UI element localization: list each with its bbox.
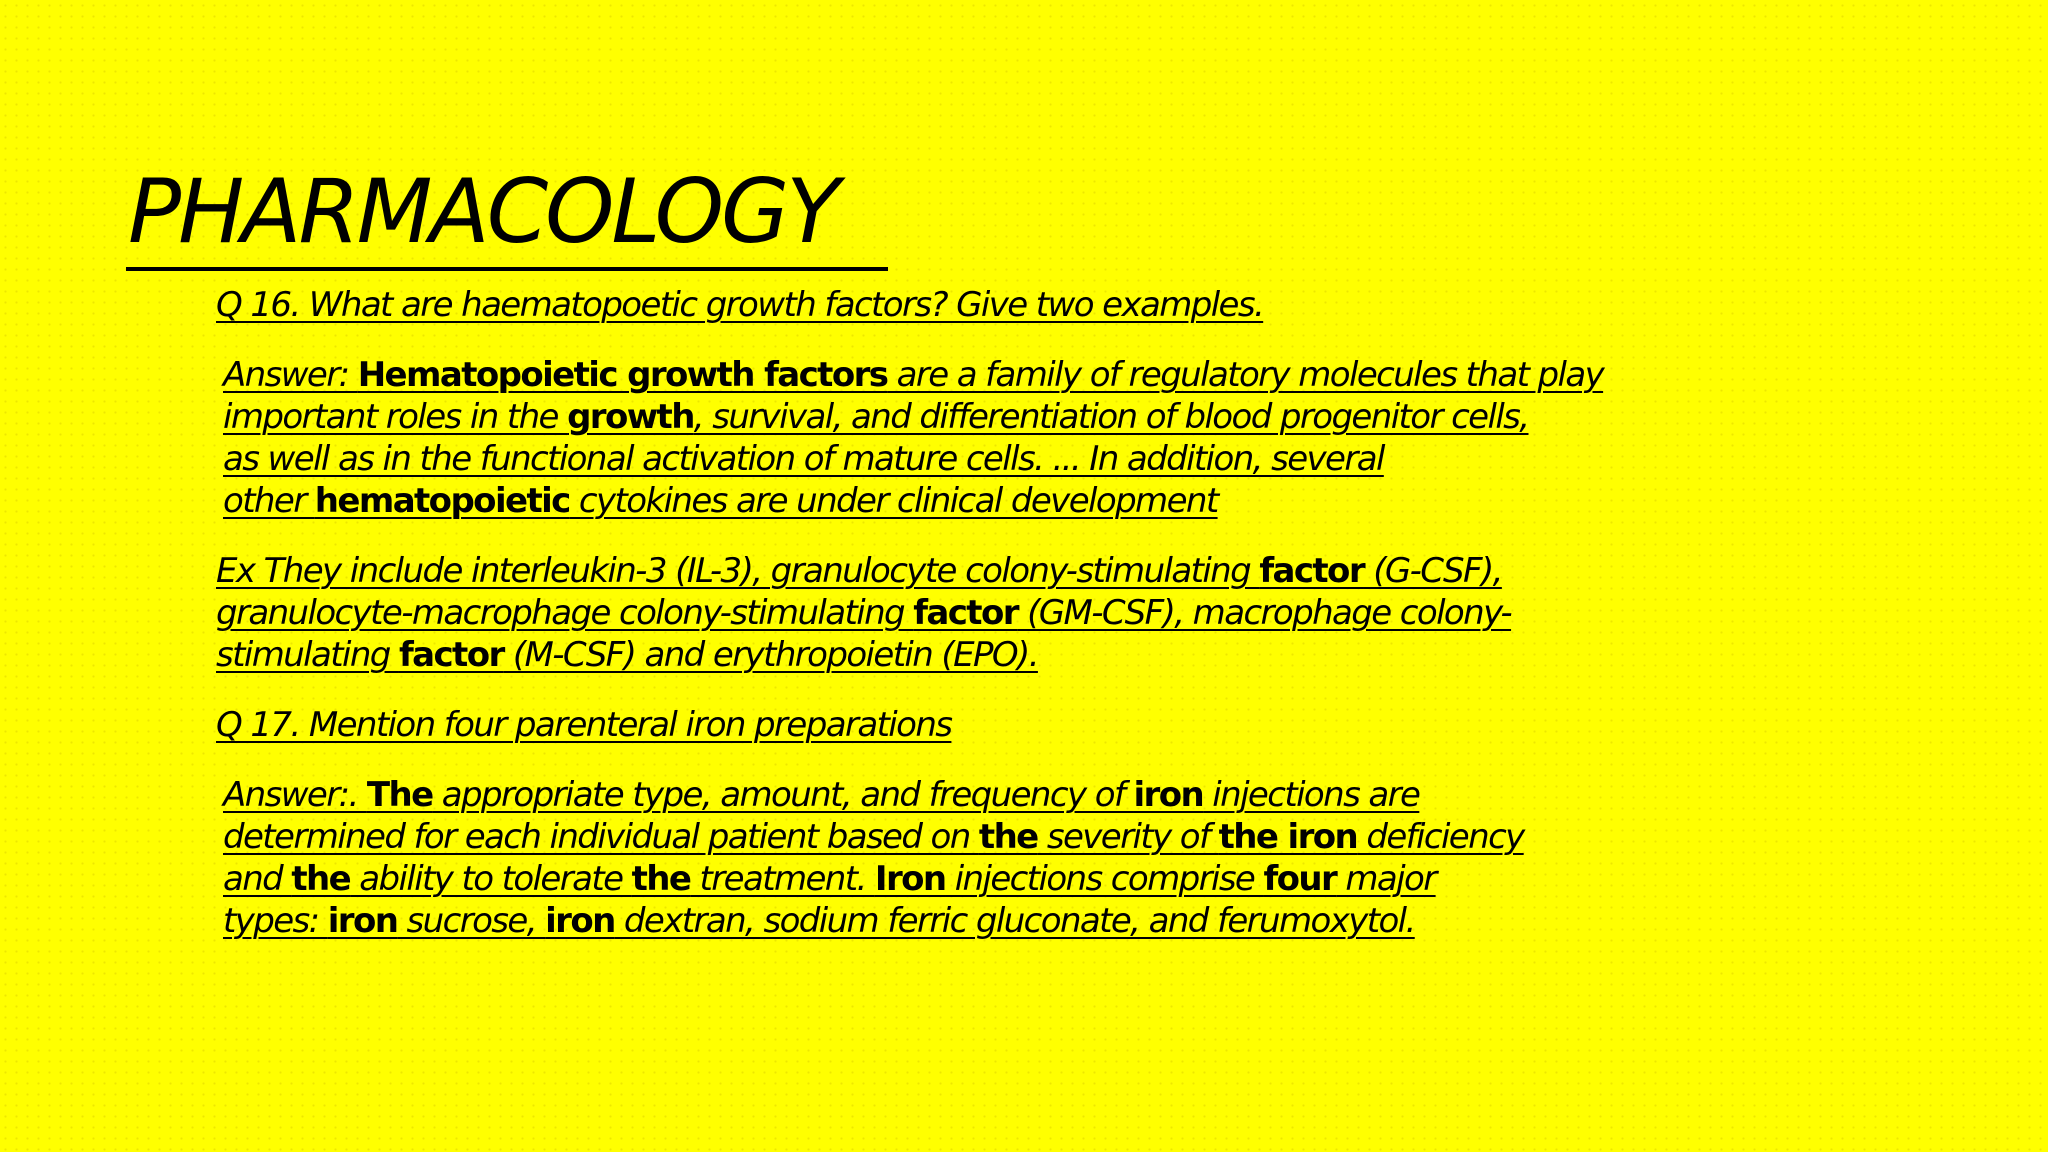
text-run: Answer:. [223, 775, 367, 815]
q16-answer-line [223, 438, 1603, 480]
text-run: major [1336, 859, 1436, 899]
text-run: granulocyte-macrophage colony-stimulating [216, 593, 914, 633]
text-run: (GM-CSF), macrophage colony- [1017, 593, 1512, 633]
emphasized-term: iron [1133, 775, 1204, 815]
emphasized-term: iron [545, 901, 615, 941]
text-run: sucrose, [397, 901, 546, 941]
text-run: (G-CSF), [1363, 551, 1502, 591]
q16-examples [216, 550, 1511, 676]
emphasized-term: the [291, 859, 351, 899]
text-run: determined for each individual patient based on [223, 817, 979, 857]
q17-answer-line [223, 774, 1524, 816]
emphasized-term: four [1263, 859, 1337, 899]
text-run: Answer: [223, 355, 358, 395]
text-run: deficiency [1357, 817, 1524, 857]
text-run: types: [223, 901, 328, 941]
q16-question [216, 284, 1263, 326]
q17-answer-line [223, 858, 1524, 900]
text-run: Ex They include interleukin-3 (IL-3), granulocyte colony-stimulating [216, 551, 1260, 591]
q16-answer [223, 354, 1603, 522]
q16-examples-line [216, 634, 1511, 676]
emphasized-term: the [631, 859, 691, 899]
q16-answer-line [223, 396, 1603, 438]
text-run: important roles in the [223, 397, 568, 437]
emphasized-term: growth [567, 397, 694, 437]
q17-answer-line [223, 816, 1524, 858]
q17-question [216, 704, 951, 746]
title-underline [126, 267, 888, 271]
emphasized-term: the iron [1218, 817, 1358, 857]
q16-examples-line [216, 550, 1511, 592]
text-run: are a family of regulatory molecules that play [887, 355, 1604, 395]
text-run: injections comprise [945, 859, 1264, 899]
q16-question-line: Q 16. What are haematopoetic growth factors? Give two examples. [216, 285, 1264, 325]
q16-answer-line [223, 480, 1603, 522]
text-run: treatment. [690, 859, 875, 899]
emphasized-term: hematopoietic [314, 481, 570, 521]
q16-examples-line [216, 592, 1511, 634]
text-run: other [223, 481, 315, 521]
text-run: severity of [1037, 817, 1219, 857]
emphasized-term: factor [913, 593, 1018, 633]
emphasized-term: Hematopoietic growth factors [357, 355, 888, 395]
text-run: cytokines are under clinical development [569, 481, 1218, 521]
q17-answer [223, 774, 1524, 942]
text-run: stimulating [216, 635, 399, 675]
text-run: , survival, and differentiation of blood progenitor cells, [693, 397, 1529, 437]
slide-title: PHARMACOLOGY [128, 160, 837, 263]
text-run: and [223, 859, 292, 899]
text-run: injections are [1203, 775, 1420, 815]
q16-answer-line [223, 354, 1603, 396]
q17-question-line: Q 17. Mention four parenteral iron preparations [216, 705, 952, 745]
text-run: (M-CSF) and erythropoietin (EPO). [503, 635, 1038, 675]
emphasized-term: factor [1259, 551, 1364, 591]
emphasized-term: Iron [874, 859, 946, 899]
q17-answer-line [223, 900, 1524, 942]
text-run: as well as in the functional activation of mature cells. ... In addition, several [223, 439, 1384, 479]
emphasized-term: iron [327, 901, 398, 941]
emphasized-term: The [366, 775, 433, 815]
text-run: ability to tolerate [350, 859, 632, 899]
emphasized-term: the [978, 817, 1038, 857]
emphasized-term: factor [398, 635, 504, 675]
text-run: dextran, sodium ferric gluconate, and ferumoxytol. [614, 901, 1415, 941]
text-run: appropriate type, amount, and frequency of [432, 775, 1134, 815]
